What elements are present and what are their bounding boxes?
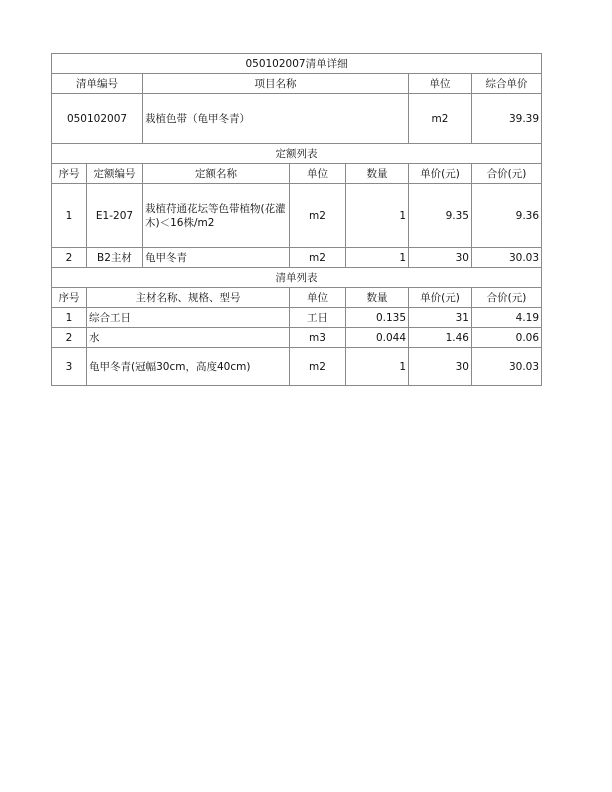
quota-row — [52, 184, 542, 248]
material-quantity: 0.135 — [346, 308, 409, 328]
quota-unit: m2 — [290, 248, 346, 268]
material-section-row — [52, 268, 542, 288]
quota-header-cell: 序号 — [52, 164, 87, 184]
quota-code: B2主材 — [87, 248, 143, 268]
material-name: 龟甲冬青(冠幅30cm，高度40cm) — [87, 348, 290, 386]
quota-section-row — [52, 144, 542, 164]
header-row — [52, 74, 542, 94]
item-row — [52, 94, 542, 144]
quota-header-cell: 数量 — [346, 164, 409, 184]
quota-code: E1-207 — [87, 184, 143, 248]
quota-name: 龟甲冬青 — [143, 248, 290, 268]
material-total: 4.19 — [472, 308, 542, 328]
quota-unit: m2 — [290, 184, 346, 248]
material-quantity: 1 — [346, 348, 409, 386]
quota-header-row — [52, 164, 542, 184]
quota-section-title: 定额列表 — [52, 144, 542, 164]
material-quantity: 0.044 — [346, 328, 409, 348]
quota-row — [52, 248, 542, 268]
material-header-row — [52, 288, 542, 308]
code-header: 清单编号 — [52, 74, 143, 94]
name-header: 项目名称 — [143, 74, 409, 94]
material-index: 1 — [52, 308, 87, 328]
material-total: 0.06 — [472, 328, 542, 348]
quota-header-cell: 单位 — [290, 164, 346, 184]
quota-total: 9.36 — [472, 184, 542, 248]
material-row — [52, 348, 542, 386]
material-unit-price: 31 — [409, 308, 472, 328]
material-unit-price: 1.46 — [409, 328, 472, 348]
quota-header-cell: 定额编号 — [87, 164, 143, 184]
bill-detail-table — [51, 53, 542, 386]
item-unit: m2 — [409, 94, 472, 144]
material-name: 水 — [87, 328, 290, 348]
quota-quantity: 1 — [346, 184, 409, 248]
material-header-cell: 合价(元) — [472, 288, 542, 308]
quota-unit-price: 9.35 — [409, 184, 472, 248]
material-index: 3 — [52, 348, 87, 386]
material-unit: 工日 — [290, 308, 346, 328]
item-name: 栽植色带（龟甲冬青） — [143, 94, 409, 144]
item-code: 050102007 — [52, 94, 143, 144]
material-row — [52, 308, 542, 328]
quota-name: 栽植苻通花坛等色带植物(花灌木)＜16株/m2 — [143, 184, 290, 248]
quota-header-cell: 合价(元) — [472, 164, 542, 184]
material-total: 30.03 — [472, 348, 542, 386]
price-header: 综合单价 — [472, 74, 542, 94]
material-header-cell: 序号 — [52, 288, 87, 308]
item-price: 39.39 — [472, 94, 542, 144]
quota-unit-price: 30 — [409, 248, 472, 268]
material-row — [52, 328, 542, 348]
material-header-cell: 单价(元) — [409, 288, 472, 308]
material-header-cell: 单位 — [290, 288, 346, 308]
quota-index: 1 — [52, 184, 87, 248]
quota-index: 2 — [52, 248, 87, 268]
material-section-title: 清单列表 — [52, 268, 542, 288]
material-index: 2 — [52, 328, 87, 348]
material-header-cell: 主材名称、规格、型号 — [87, 288, 290, 308]
material-name: 综合工日 — [87, 308, 290, 328]
unit-header: 单位 — [409, 74, 472, 94]
quota-total: 30.03 — [472, 248, 542, 268]
quota-quantity: 1 — [346, 248, 409, 268]
material-unit-price: 30 — [409, 348, 472, 386]
material-header-cell: 数量 — [346, 288, 409, 308]
material-unit: m2 — [290, 348, 346, 386]
quota-header-cell: 定额名称 — [143, 164, 290, 184]
material-unit: m3 — [290, 328, 346, 348]
quota-header-cell: 单价(元) — [409, 164, 472, 184]
table-title: 050102007清单详细 — [52, 54, 542, 74]
title-row — [52, 54, 542, 74]
